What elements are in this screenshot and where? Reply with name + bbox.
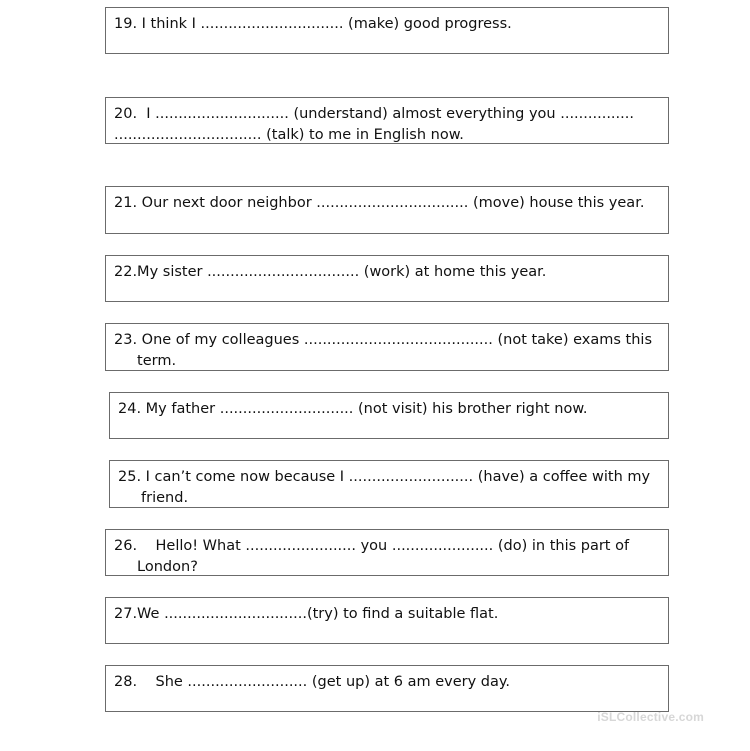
exercise-21-box	[105, 186, 669, 234]
exercise-23-text-line-1: 23. One of my colleagues ......................................... (not take) exams this	[114, 332, 653, 348]
exercise-23-box	[105, 323, 669, 371]
exercise-24-box	[109, 392, 669, 439]
exercise-24-text: 24. My father ............................. (not visit) his brother right now.	[118, 401, 588, 417]
exercise-25-box	[109, 460, 669, 508]
exercise-20-box	[105, 97, 669, 144]
exercise-23-text-line-2: term.	[114, 353, 177, 369]
exercise-27-text: 27.We ...............................(try) to find a suitable flat.	[114, 606, 499, 622]
exercise-26-text-line-1: 26. Hello! What ........................ you ...................... (do) in this part of	[114, 538, 630, 554]
exercise-20-text-line-2: ................................ (talk) to me in English now.	[114, 127, 464, 143]
exercise-25-text-line-2: friend.	[118, 490, 189, 506]
exercise-22-box	[105, 255, 669, 302]
exercise-21-text: 21. Our next door neighbor ................................. (move) house this year.	[114, 195, 645, 211]
exercise-22-text: 22.My sister ................................. (work) at home this year.	[114, 264, 547, 280]
exercise-25-text-line-1: 25. I can’t come now because I ........................... (have) a coffee with my	[118, 469, 651, 485]
exercise-26-box	[105, 529, 669, 576]
watermark: iSLCollective.com	[597, 710, 704, 724]
exercise-19-text: 19. I think I ............................... (make) good progress.	[114, 16, 512, 32]
exercise-19-box	[105, 7, 669, 54]
exercise-26-text-line-2: London?	[114, 559, 198, 575]
exercise-28-text: 28. She .......................... (get up) at 6 am every day.	[114, 674, 511, 690]
exercise-27-box	[105, 597, 669, 644]
exercise-20-text-line-1: 20. I ............................. (understand) almost everything you ................	[114, 106, 634, 122]
exercise-28-box	[105, 665, 669, 712]
